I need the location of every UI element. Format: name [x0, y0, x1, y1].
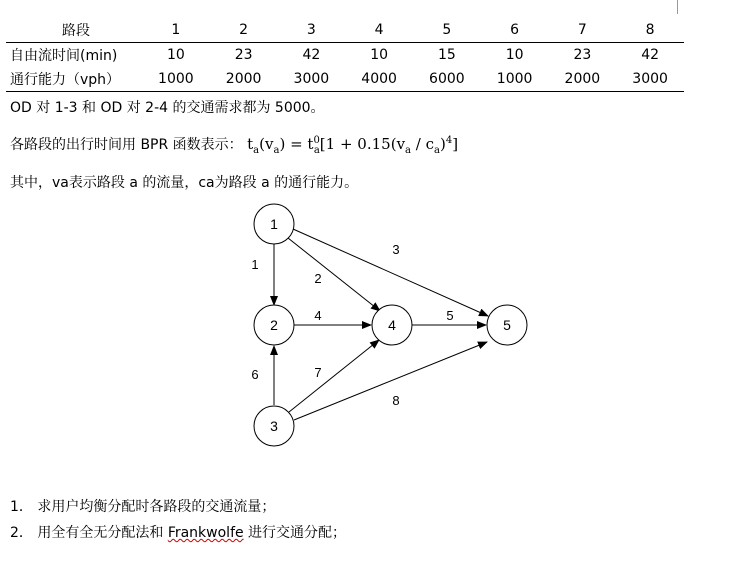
where-text: 其中，va表示路段 a 的流量，ca为路段 a 的通行能力。 — [10, 175, 359, 191]
table-cell: 23 — [573, 47, 592, 63]
table-cell: 1000 — [481, 67, 549, 92]
table-cell: 3000 — [278, 67, 346, 92]
link-label: 4 — [314, 308, 322, 323]
link-label: 2 — [314, 271, 322, 286]
link-8 — [294, 342, 487, 420]
row-label: 通行能力（vph） — [6, 67, 142, 92]
link-label: 8 — [392, 393, 400, 408]
table-cell: 2000 — [210, 67, 278, 92]
table-cell: 15 — [437, 47, 456, 63]
node-label: 3 — [270, 418, 278, 434]
link-3 — [293, 229, 488, 316]
link-label: 1 — [251, 257, 259, 272]
table-cell: 2000 — [549, 67, 617, 92]
question-2: 2． 用全有全无分配法和 Frankwolfe 进行交通分配； — [10, 525, 347, 541]
row-label: 自由流时间(min) — [10, 48, 118, 64]
table-cell: 42 — [302, 47, 321, 63]
bpr-intro-text: 各路段的出行时间用 BPR 函数表示： — [10, 137, 243, 153]
segment-number: 2 — [210, 18, 278, 43]
segment-number: 1 — [142, 18, 210, 43]
segment-number: 4 — [345, 18, 413, 43]
link-2 — [288, 238, 380, 311]
table-cell: 1000 — [142, 67, 210, 92]
link-label: 7 — [314, 365, 322, 380]
table-cell: 6000 — [413, 67, 481, 92]
node-label: 1 — [270, 216, 278, 232]
frankwolfe-word: Frankwolfe — [167, 525, 244, 541]
table-cell: 10 — [505, 47, 524, 63]
bpr-formula: $t_a(v_a) = t^0_a[1 + 0.15(v_a / c_a)^4]$ — [247, 135, 459, 156]
segment-number: 5 — [413, 18, 481, 43]
table-cell: 3000 — [616, 67, 684, 92]
segment-number: 6 — [481, 18, 549, 43]
table-cell: 4000 — [345, 67, 413, 92]
table-cell: 10 — [370, 47, 389, 63]
table-cell: 10 — [166, 47, 185, 63]
od-demand-text: OD 对 1-3 和 OD 对 2-4 的交通需求都为 5000。 — [10, 100, 325, 116]
link-label: 6 — [251, 367, 259, 382]
table-cell: 42 — [641, 47, 660, 63]
node-label: 2 — [270, 317, 278, 333]
node-label: 4 — [388, 317, 396, 333]
link-7 — [289, 340, 379, 412]
link-label: 5 — [446, 308, 454, 323]
segment-number: 8 — [616, 18, 684, 43]
header-label: 路段 — [6, 18, 142, 43]
node-label: 5 — [503, 317, 511, 333]
link-label: 3 — [392, 242, 400, 257]
segment-number: 7 — [549, 18, 617, 43]
table-cell: 23 — [234, 47, 253, 63]
segment-number: 3 — [278, 18, 346, 43]
question-1: 1． 求用户均衡分配时各路段的交通流量； — [10, 499, 276, 515]
